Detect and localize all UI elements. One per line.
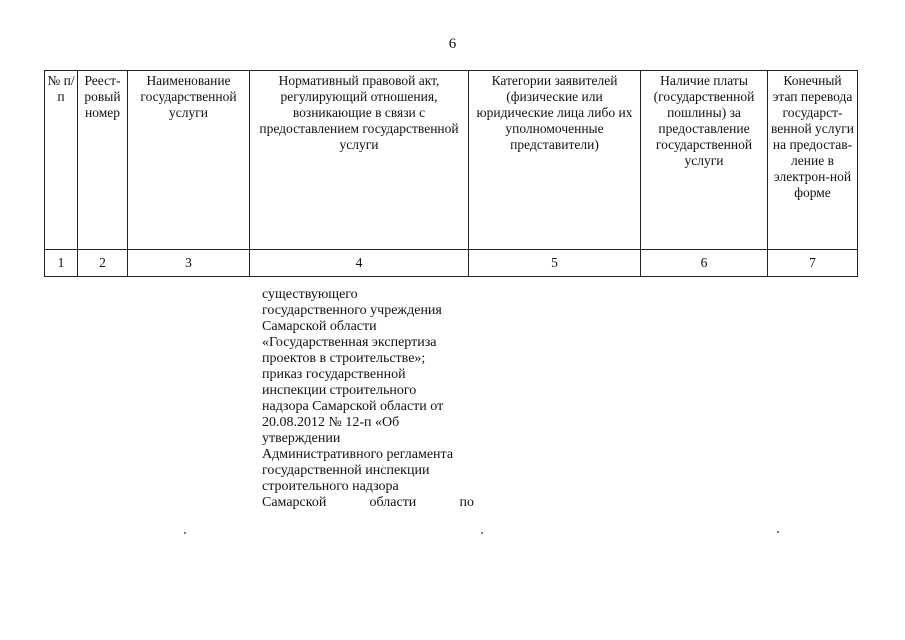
column-number-cell: 4: [250, 250, 469, 277]
header-cell-registry-number: Реест-ровый номер: [78, 71, 128, 250]
scan-speck: [777, 531, 779, 533]
text-line: проектов в строительстве»;: [262, 351, 426, 366]
text-word: Самарской: [262, 495, 327, 510]
text-line: Административного регламента: [262, 447, 454, 462]
text-line: Самарской области: [262, 319, 377, 334]
text-line-justified: [262, 495, 474, 511]
text-word: области: [369, 495, 417, 510]
column-number-cell: 7: [768, 250, 858, 277]
text-line: приказ государственной: [262, 367, 406, 382]
header-cell-service-name: Наименование государственной услуги: [128, 71, 250, 250]
text-line: государственного учреждения: [262, 303, 442, 318]
text-line: надзора Самарской области от: [262, 399, 444, 414]
services-table: [44, 70, 858, 277]
text-line: «Государственная экспертиза: [262, 335, 437, 350]
header-cell-number: № п/п: [45, 71, 78, 250]
page-number: 6: [448, 36, 457, 52]
text-line: инспекции строительного: [262, 383, 417, 398]
text-line: государственной инспекции: [262, 463, 430, 478]
column-number-cell: 2: [78, 250, 128, 277]
header-cell-applicant-categories: Категории заявителей (физические или юридические лица либо их уполномоченные представители): [469, 71, 641, 250]
header-row: [45, 71, 858, 250]
header-cell-legal-act: Нормативный правовой акт, регулирующий отношения, возникающие в связи с предоставлением государственной услуги: [250, 71, 469, 250]
text-line: 20.08.2012 № 12-п «Об: [262, 415, 400, 430]
text-word: по: [459, 495, 474, 510]
header-cell-fee: Наличие платы (государственной пошлины) за предоставление государственной услуги: [641, 71, 768, 250]
scan-speck: [184, 532, 186, 534]
column-number-cell: 1: [45, 250, 78, 277]
legal-act-continuation-text: [262, 287, 474, 511]
column-number-cell: 3: [128, 250, 250, 277]
text-line: строительного надзора: [262, 479, 399, 494]
header-cell-final-stage: Конечный этап перевода государст-венной услуги на предостав-ление в электрон-ной форме: [768, 71, 858, 250]
column-number-row: [45, 250, 858, 277]
text-line: утверждении: [262, 431, 341, 446]
text-line: существующего: [262, 287, 358, 302]
scan-speck: [481, 532, 483, 534]
column-number-cell: 6: [641, 250, 768, 277]
column-number-cell: 5: [469, 250, 641, 277]
